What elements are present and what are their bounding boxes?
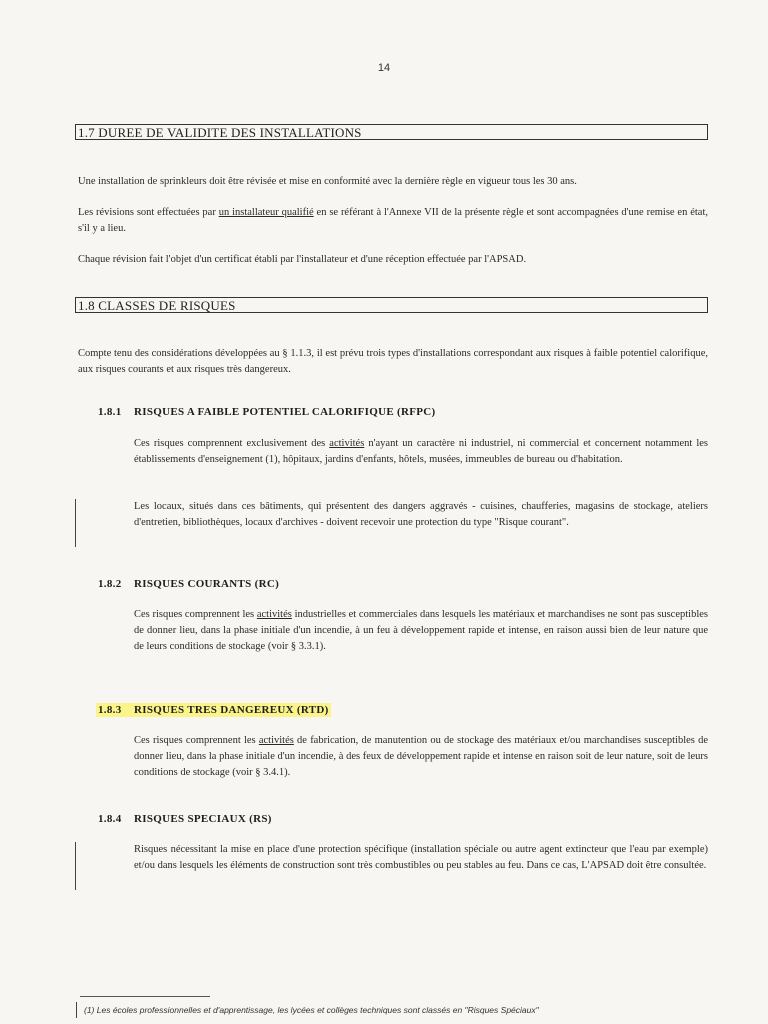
footnote-rule (80, 996, 210, 997)
subsection-title: RISQUES A FAIBLE POTENTIEL CALORIFIQUE (RFPC) (134, 406, 436, 418)
subsection-number: 1.8.1 (98, 406, 122, 418)
subsection-1-8-1-paragraph-1 (134, 436, 708, 468)
underlined-term: activités (258, 735, 294, 746)
section-1-8-intro: Compte tenu des considérations développées au § 1.1.3, il est prévu trois types d'installations correspondant aux risques à faible potentiel calorifique, aux risques courants et aux risques très dangereux. (78, 348, 708, 375)
subsection-1-8-2-paragraph-1 (134, 607, 708, 655)
section-1-7-paragraph-2 (78, 205, 708, 237)
subsection-heading-1-8-4 (98, 813, 272, 825)
subsection-heading-1-8-3 (96, 704, 331, 716)
subsection-number: 1.8.4 (98, 813, 122, 825)
underlined-term: activités (329, 438, 365, 449)
underlined-term: activités (256, 609, 292, 620)
text-run: industrielles et commerciales dans lesquels les matériaux et marchandises ne sont pas susceptibles de donner lieu, dans la phase initiale d'un incendie, à un feu à développement rapide et intense, en raison aussi bien de leur nature que de leurs conditions de stockage (voir § 3.3.1). (134, 609, 708, 652)
text-run: n'ayant un caractère ni industriel, ni commercial et concernent notamment les établissements d'enseignement (1), hôpitaux, jardins d'enfants, hôtels, musées, immeubles de bureau ou d'habitation. (134, 438, 709, 465)
subsection-1-8-3-paragraph-1 (134, 733, 708, 781)
subsection-heading-1-8-2 (98, 578, 279, 590)
revision-margin-bar (75, 499, 76, 547)
text-run: Ces risques comprennent les (134, 609, 257, 620)
subsection-title: RISQUES COURANTS (RC) (134, 578, 280, 590)
text-run: Les révisions sont effectuées par (78, 207, 219, 218)
text-run: Ces risques comprennent les (134, 735, 259, 746)
text-run: de fabrication, de manutention ou de stockage des matériaux et/ou marchandises susceptibles de donner lieu, dans la phase initiale d'un incendie, à des feux de développement rapide et intense en raison soit de leur nature, soit de leurs conditions de stockage (voir § 3.4.1). (134, 735, 708, 778)
footnote: (1) Les écoles professionnelles et d'apprentissage, les lycées et collèges techniques sont classés en "Risques Spéciaux" (84, 1005, 539, 1015)
subsection-title: RISQUES TRES DANGEREUX (RTD) (134, 704, 329, 716)
subsection-1-8-1-paragraph-2: Les locaux, situés dans ces bâtiments, qui présentent des dangers aggravés - cuisines, chaufferies, magasins de stockage, ateliers d'entretien, bibliothèques, locaux d'archives - doivent recevoir une protection du type "Risque courant". (134, 501, 708, 528)
text-run: Ces risques comprennent exclusivement des (134, 438, 330, 449)
section-1-7-paragraph-1: Une installation de sprinkleurs doit être révisée et mise en conformité avec la dernière règle en vigueur tous les 30 ans. (78, 176, 577, 187)
underlined-term: un installateur qualifié (218, 207, 314, 218)
subsection-number: 1.8.2 (98, 578, 122, 590)
page-number: 14 (377, 62, 391, 74)
subsection-heading-1-8-1 (98, 406, 436, 418)
text-run: en se référant à l'Annexe VII de la présente règle et sont accompagnées d'une remise en état, s'il y a lieu. (78, 207, 708, 234)
revision-margin-bar (75, 842, 76, 890)
subsection-title: RISQUES SPECIAUX (RS) (134, 813, 272, 825)
subsection-1-8-4-paragraph-1: Risques nécessitant la mise en place d'une protection spécifique (installation spéciale ou autre agent extincteur que l'eau par exemple) et/ou dans lesquels les éléments de construction sont très combustibles ou peu stables au feu. Dans ce cas, L'APSAD doit être consultée. (134, 844, 708, 871)
revision-margin-bar (76, 1002, 77, 1018)
section-title-1-8: 1.8 CLASSES DE RISQUES (75, 297, 708, 313)
section-title-1-7: 1.7 DUREE DE VALIDITE DES INSTALLATIONS (75, 124, 708, 140)
section-1-7-paragraph-3: Chaque révision fait l'objet d'un certificat établi par l'installateur et d'une réception effectuée par l'APSAD. (78, 254, 527, 265)
subsection-number: 1.8.3 (98, 704, 122, 716)
highlighted-heading (96, 703, 331, 717)
